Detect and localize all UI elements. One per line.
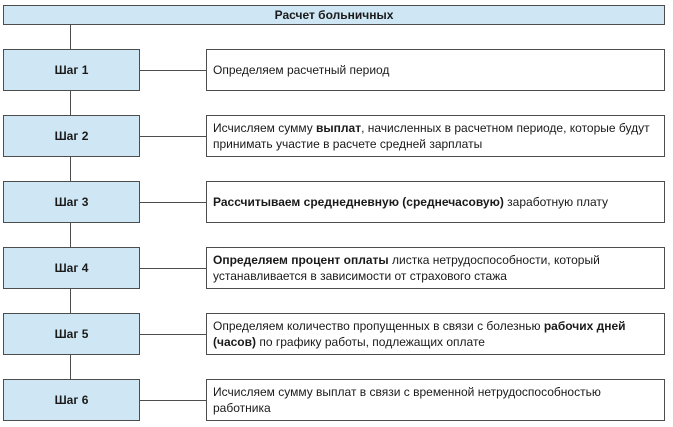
step-4-description xyxy=(206,247,665,289)
step-2-description xyxy=(206,115,665,157)
link-step-6 xyxy=(140,400,206,401)
step-4-box: Шаг 4 xyxy=(3,247,140,289)
step-4-text-a: листка нетрудоспособности, который устанавливается в зависимости от страхового стажа xyxy=(213,253,600,283)
link-step-5 xyxy=(140,334,206,335)
link-step-2 xyxy=(140,136,206,137)
step-5-text-bold: рабочих дней (часов) xyxy=(213,319,626,349)
link-step-4 xyxy=(140,268,206,269)
step-3-box: Шаг 3 xyxy=(3,181,140,223)
connector-step4-step5 xyxy=(70,289,71,313)
link-step-3 xyxy=(140,202,206,203)
step-5-text-b: по графику работы, подлежащих оплате xyxy=(256,335,485,349)
step-5-box: Шаг 5 xyxy=(3,313,140,355)
step-2-text-b: , начисленных в расчетном периоде, которые будут принимать участие в расчете средней зарплаты xyxy=(213,121,650,151)
connector-title-step1 xyxy=(70,25,71,49)
diagram-title: Расчет больничных xyxy=(3,5,665,25)
step-4-text-bold: Определяем процент оплаты xyxy=(213,253,389,267)
step-3-description xyxy=(206,181,665,223)
step-6-description xyxy=(206,379,665,421)
step-1-description xyxy=(206,49,665,91)
step-3-text-bold: Рассчитываем среднедневную (среднечасовую) xyxy=(213,195,504,209)
step-1-box: Шаг 1 xyxy=(3,49,140,91)
step-2-text-a: Исчисляем сумму xyxy=(213,121,317,135)
step-6-box: Шаг 6 xyxy=(3,379,140,421)
connector-step2-step3 xyxy=(70,157,71,181)
step-6-text: Исчисляем сумму выплат в связи с временной нетрудоспособностью работника xyxy=(213,385,601,415)
step-5-text-a: Определяем количество пропущенных в связи с болезнью xyxy=(213,319,544,333)
step-5-description xyxy=(206,313,665,355)
connector-step1-step2 xyxy=(70,91,71,115)
step-3-text-a: заработную плату xyxy=(503,195,608,209)
step-2-box: Шаг 2 xyxy=(3,115,140,157)
connector-step5-step6 xyxy=(70,355,71,379)
step-2-text-bold: выплат xyxy=(316,121,362,135)
step-1-text: Определяем расчетный период xyxy=(213,63,390,77)
link-step-1 xyxy=(140,70,206,71)
connector-step3-step4 xyxy=(70,223,71,247)
